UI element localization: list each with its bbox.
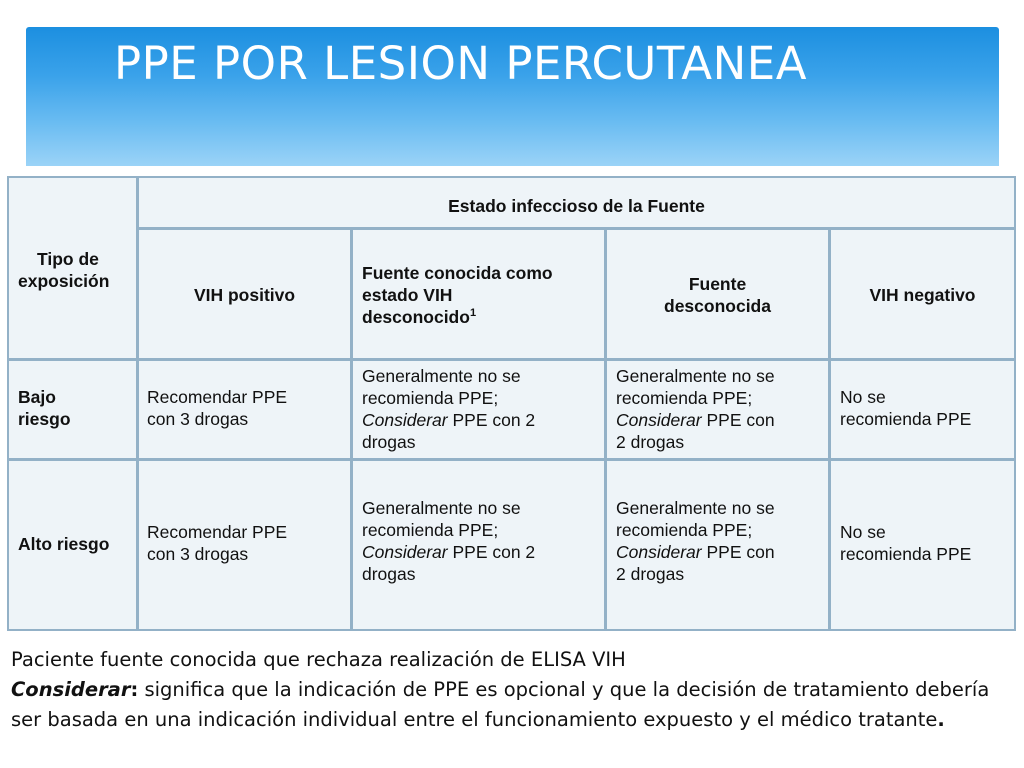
cell-text-line1: Generalmente no se <box>362 366 521 386</box>
slide-title: PPE POR LESION PERCUTANEA <box>114 37 807 90</box>
header-fuente-desconocida <box>607 230 828 358</box>
header-fuente-conocida-line3 <box>362 306 553 328</box>
cell-text-line3-rest: PPE con 2 <box>447 542 536 562</box>
cell-bajo-fuente-conocida <box>353 361 604 458</box>
cell-text-line2: con 3 drogas <box>147 409 249 429</box>
cell-alto-vih-negativo <box>831 461 1014 629</box>
footnote-period: . <box>937 708 945 731</box>
cell-text-line2: recomienda PPE <box>840 409 972 429</box>
cell-text-line3-rest: PPE con 2 <box>447 410 536 430</box>
header-tipo-exposicion <box>9 178 136 358</box>
footnote-term: Considerar <box>11 678 131 701</box>
cell-text-line1: Recomendar PPE <box>147 522 288 542</box>
footnote <box>11 645 1016 735</box>
footnote-marker: 1 <box>469 307 477 320</box>
considerar-italic: Considerar <box>616 410 702 430</box>
footnote-definition-text: significa que la indicación de PPE es opcional y que la decisión de tratamiento debería ser basada en una indicación individual entre el funcionamiento expuesto y el médico tratante <box>11 678 990 731</box>
row-label-line2: riesgo <box>18 409 71 429</box>
cell-text-line4: 2 drogas <box>616 432 685 452</box>
considerar-italic: Considerar <box>362 542 448 562</box>
cell-text-line3 <box>362 541 535 563</box>
cell-text-line2: recomienda PPE; <box>362 520 499 540</box>
cell-text-line2: recomienda PPE; <box>362 388 499 408</box>
cell-bajo-vih-positivo <box>139 361 350 458</box>
ppe-table <box>7 176 1016 631</box>
footnote-definition <box>11 675 1016 735</box>
considerar-italic: Considerar <box>616 542 702 562</box>
title-banner <box>26 27 999 166</box>
cell-text-line4: drogas <box>362 564 416 584</box>
header-fuente-conocida <box>353 230 604 358</box>
cell-text-line1: No se <box>840 522 886 542</box>
header-vih-negativo-label: VIH negativo <box>869 285 976 305</box>
header-fuente-conocida-line1: Fuente conocida como <box>362 263 553 283</box>
header-vih-negativo <box>831 230 1014 358</box>
header-tipo-line2: exposición <box>18 271 110 291</box>
header-vih-positivo-label: VIH positivo <box>193 285 296 305</box>
header-tipo-line1: Tipo de <box>37 249 99 269</box>
cell-text-line1: Generalmente no se <box>616 498 775 518</box>
row-label-alto-riesgo <box>9 461 136 629</box>
header-fuente-conocida-line3-text: desconocido <box>362 307 470 327</box>
cell-text-line3 <box>616 541 775 563</box>
cell-text-line1: Recomendar PPE <box>147 387 288 407</box>
cell-text-line4: drogas <box>362 432 416 452</box>
header-fuente-desconocida-line2: desconocida <box>664 296 771 316</box>
cell-text-line1: Generalmente no se <box>362 498 521 518</box>
cell-text-line3 <box>362 409 535 431</box>
header-fuente-desconocida-line1: Fuente <box>688 274 747 294</box>
cell-bajo-vih-negativo <box>831 361 1014 458</box>
cell-text-line3 <box>616 409 775 431</box>
cell-alto-fuente-desconocida <box>607 461 828 629</box>
row-label-line1: Bajo <box>18 387 56 407</box>
cell-text-line2: recomienda PPE; <box>616 520 753 540</box>
footnote-colon: : <box>130 678 139 701</box>
header-fuente-conocida-line2: estado VIH <box>362 285 453 305</box>
header-estado-label: Estado infeccioso de la Fuente <box>448 196 705 216</box>
cell-text-line1: Generalmente no se <box>616 366 775 386</box>
cell-text-line2: recomienda PPE; <box>616 388 753 408</box>
considerar-italic: Considerar <box>362 410 448 430</box>
cell-text-line2: con 3 drogas <box>147 544 249 564</box>
header-estado-infeccioso <box>139 178 1014 227</box>
row-label-bajo-riesgo <box>9 361 136 458</box>
cell-text-line4: 2 drogas <box>616 564 685 584</box>
footnote-line1: Paciente fuente conocida que rechaza realización de ELISA VIH <box>11 648 626 671</box>
cell-text-line3-rest: PPE con <box>701 542 775 562</box>
row-label-line1: Alto riesgo <box>18 534 110 554</box>
cell-text-line2: recomienda PPE <box>840 544 972 564</box>
cell-text-line1: No se <box>840 387 886 407</box>
header-vih-positivo <box>139 230 350 358</box>
cell-bajo-fuente-desconocida <box>607 361 828 458</box>
cell-alto-fuente-conocida <box>353 461 604 629</box>
cell-alto-vih-positivo <box>139 461 350 629</box>
cell-text-line3-rest: PPE con <box>701 410 775 430</box>
